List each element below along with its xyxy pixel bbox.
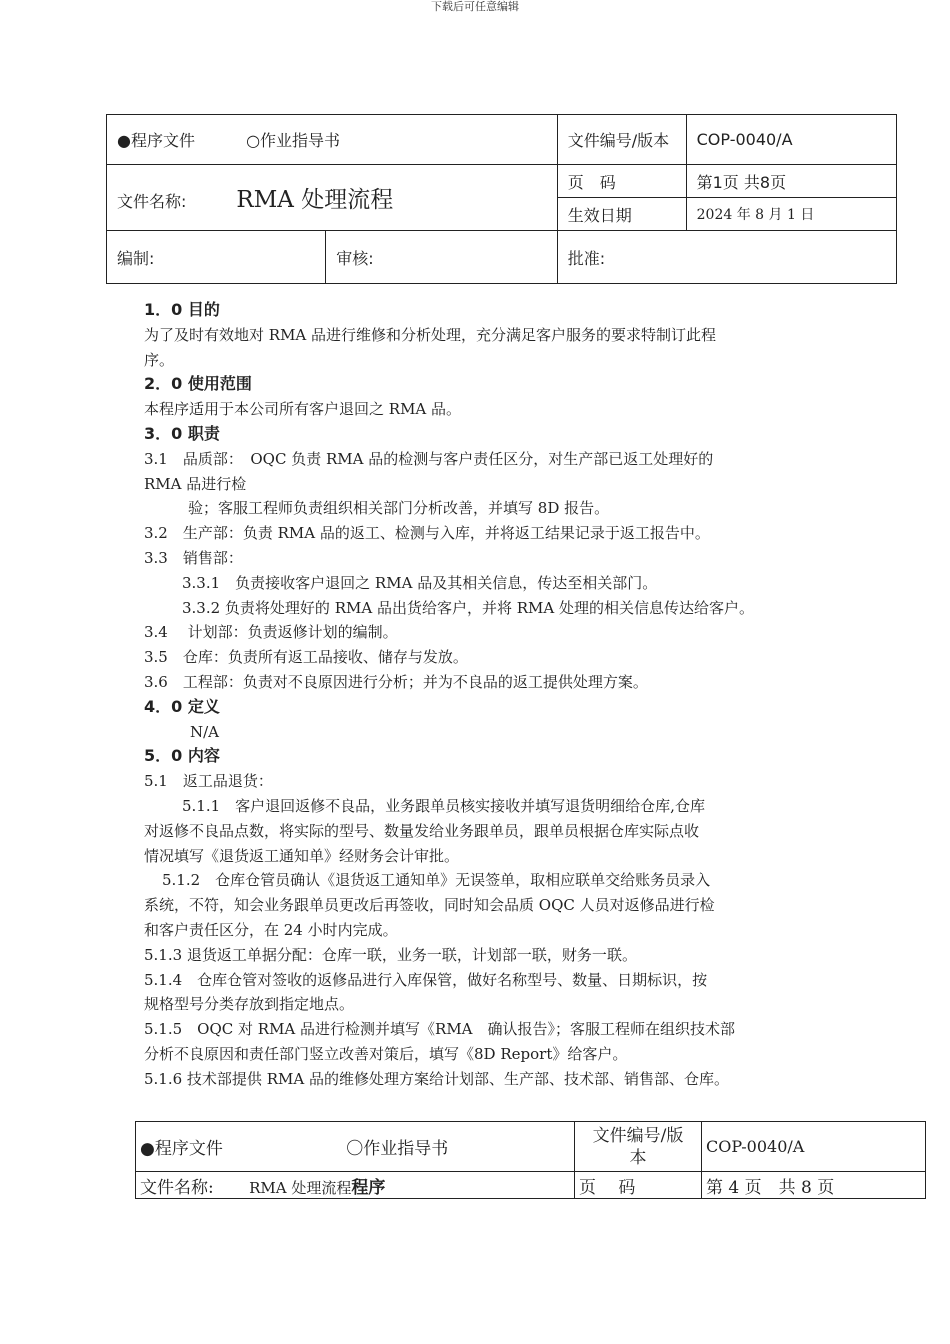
document-header-table — [106, 114, 897, 284]
section-title-definitions: 4．0 定义 — [144, 696, 220, 716]
doc-type-program: ●程序文件 — [117, 131, 195, 150]
paragraph: 3.6 工程部：负责对不良原因进行分析；并为不良品的返工提供处理方案。 — [144, 672, 648, 691]
paragraph: 5.1.3 退货返工单据分配：仓库一联，业务一联，计划部一联，财务一联。 — [144, 945, 637, 964]
footer-doc-no-label-line2: 本 — [629, 1147, 647, 1168]
section-title-purpose: 1．0 目的 — [144, 300, 220, 319]
section-title-scope: 2．0 使用范围 — [144, 374, 252, 394]
paragraph: 5.1.6 技术部提供 RMA 品的维修处理方案给计划部、生产部、技术部、销售部、仓库。 — [144, 1069, 729, 1088]
paragraph: 3.4 计划部：负责返修计划的编制。 — [144, 623, 398, 642]
footer-doc-no-label — [575, 1122, 702, 1172]
paragraph: 3.3 销售部： — [144, 548, 243, 567]
paragraph: 分析不良原因和责任部门竖立改善对策后，填写《8D Report》给客户。 — [144, 1044, 628, 1063]
paragraph: 为了及时有效地对 RMA 品进行维修和分析处理，充分满足客户服务的要求特制订此程 — [144, 325, 717, 344]
effective-date-label: 生效日期 — [557, 198, 686, 231]
doc-type-cell — [107, 115, 558, 165]
prepared-by-label: 编制: — [107, 231, 326, 284]
doc-type-guide: ○作业指导书 — [246, 131, 341, 150]
effective-date-value: 2024 年 8 月 1 日 — [686, 198, 896, 231]
footer-page-label: 页 码 — [575, 1172, 702, 1199]
paragraph: 本程序适用于本公司所有客户退回之 RMA 品。 — [144, 400, 462, 419]
paragraph: RMA 品进行检 — [144, 474, 247, 493]
paragraph: 验；客服工程师负责组织相关部门分析改善，并填写 8D 报告。 — [188, 499, 610, 518]
paragraph: N/A — [190, 722, 220, 741]
paragraph: 5.1.5 OQC 对 RMA 品进行检测并填写《RMA 确认报告》；客服工程师在组织技术部 — [144, 1020, 736, 1039]
doc-name-cell — [107, 165, 558, 231]
footer-doc-no-label-line1: 文件编号/版 — [592, 1125, 684, 1146]
footer-doc-name-plain: RMA 处理流程 — [249, 1178, 352, 1197]
paragraph: 序。 — [144, 350, 175, 369]
paragraph: 3.2 生产部：负责 RMA 品的返工、检测与入库，并将返工结果记录于返工报告中。 — [144, 524, 710, 543]
page-label: 页 码 — [557, 165, 686, 198]
paragraph: 3.3.2 负责将处理好的 RMA 品出货给客户，并将 RMA 处理的相关信息传达给客户。 — [182, 598, 754, 617]
doc-name-label: 文件名称: — [117, 192, 187, 211]
footer-doc-name-label: 文件名称: — [140, 1177, 214, 1198]
paragraph: 情况填写《退货返工通知单》经财务会计审批。 — [144, 846, 460, 865]
page-value: 第1页 共8页 — [686, 165, 896, 198]
paragraph: 3.3.1 负责接收客户退回之 RMA 品及其相关信息，传达至相关部门。 — [182, 573, 658, 592]
section-title-responsibilities: 3．0 职责 — [144, 423, 220, 443]
paragraph: 和客户责任区分，在 24 小时内完成。 — [144, 920, 398, 939]
paragraph: 系统，不符，知会业务跟单员更改后再签收，同时知会品质 OQC 人员对返修品进行检 — [144, 896, 715, 915]
paragraph: 3.5 仓库：负责所有返工品接收、储存与发放。 — [144, 648, 468, 667]
doc-no-label: 文件编号/版本 — [557, 115, 686, 165]
footer-doc-type-program: ●程序文件 — [140, 1139, 223, 1159]
footer-page-value: 第 4 页 共 8 页 — [702, 1172, 926, 1199]
paragraph: 5.1 返工品退货： — [144, 772, 273, 791]
paragraph: 对返修不良品点数，将实际的型号、数量发给业务跟单员，跟单员根据仓库实际点收 — [144, 821, 700, 840]
footer-doc-type-cell — [136, 1122, 575, 1172]
approved-by-label: 批准: — [557, 231, 896, 284]
paragraph: 5.1.1 客户退回返修不良品，业务跟单员核实接收并填写退货明细给仓库,仓库 — [182, 796, 705, 815]
paragraph: 5.1.2 仓库仓管员确认《退货返工通知单》无误签单，取相应联单交给账务员录入 — [162, 871, 711, 890]
footer-doc-no-value: COP-0040/A — [702, 1122, 926, 1172]
section-title-content: 5．0 内容 — [144, 746, 220, 766]
footer-doc-type-guide: 〇作业指导书 — [346, 1139, 449, 1159]
watermark-text: 下载后可任意编辑 — [431, 0, 519, 13]
document-body — [144, 298, 809, 1092]
footer-doc-name-bold: 程序 — [351, 1177, 386, 1198]
doc-name-value: RMA 处理流程 — [236, 187, 394, 213]
paragraph: 规格型号分类存放到指定地点。 — [144, 995, 355, 1014]
paragraph: 3.1 品质部： OQC 负责 RMA 品的检测与客户责任区分，对生产部已返工处理好的 — [144, 449, 714, 468]
doc-no-value: COP-0040/A — [686, 115, 896, 165]
paragraph: 5.1.4 仓库仓管对签收的返修品进行入库保管，做好名称型号、数量、日期标识，按 — [144, 970, 708, 989]
reviewed-by-label: 审核: — [326, 231, 557, 284]
footer-doc-name-cell — [136, 1172, 575, 1199]
document-footer-table — [135, 1121, 926, 1199]
